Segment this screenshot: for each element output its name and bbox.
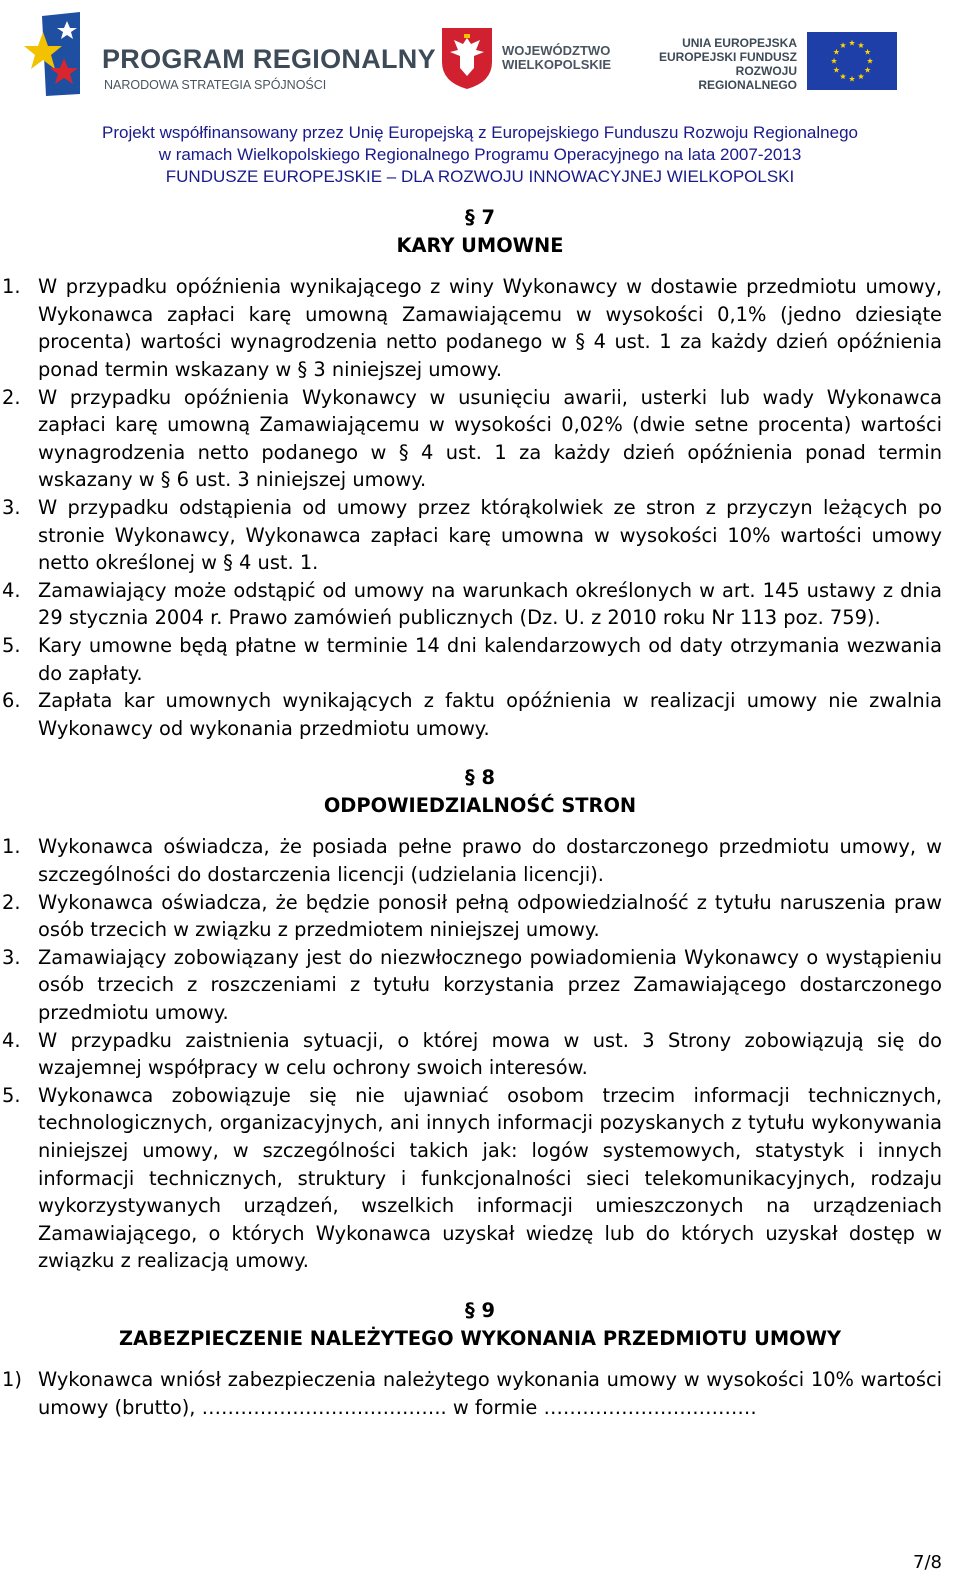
program-regionalny-logo	[24, 12, 436, 108]
item-text: W przypadku zaistnienia sytuacji, o której mowa w ust. 3 Strony zobowiązują się do wzajemnej współpracy w celu ochrony swoich interesów.	[38, 1028, 942, 1080]
item-text: Wykonawca zobowiązuje się nie ujawniać osobom trzecim informacji technicznych, technologicznych, organizacyjnych, ani innych informacji pozyskanych z tytułu wykonywania niniejszej umowy, w szczególności takich jak: logów systemowych, statystyk i innych informacji technicznych, struktury i funkcjonalności sieci telekomunikacyjnych, rodzaju wykorzystywanych urządzeń, wszelkich informacji umieszczonych na urządzeniach Zamawiającego, o których Wykonawca uzyskał wiedzę lub do których uzyskał dostęp w związku z realizacją umowy.	[38, 1083, 942, 1273]
item-number: 3.	[2, 495, 21, 519]
item-number: 1)	[2, 1368, 22, 1392]
section-number: § 8	[465, 766, 495, 790]
list-item	[0, 494, 960, 577]
document-body	[0, 204, 960, 1421]
item-text: Wykonawca oświadcza, że będzie ponosił pełną odpowiedzialność z tytułu naruszenia praw osób trzecich w związku z przedmiotem niniejszej umowy.	[38, 890, 942, 942]
item-number: 5.	[2, 633, 21, 657]
eu-line-3: ROZWOJU REGIONALNEGO	[698, 64, 797, 92]
program-subtitle: NARODOWA STRATEGIA SPÓJNOŚCI	[104, 78, 327, 92]
item-text: W przypadku opóźnienia Wykonawcy w usunięciu awarii, usterki lub wady Wykonawca zapłaci karę umowną Zamawiającemu w wysokości 0,02% (dwie setne procenta) wartości wynagrodzenia netto podanego w § 4 ust. 1 za każdy dzień opóźnienia ponad termin wskazany w § 6 ust. 3 niniejszej umowy.	[38, 385, 942, 492]
list-item	[0, 889, 960, 944]
section-heading-9	[0, 1297, 960, 1352]
eagle-crest-icon	[440, 26, 494, 90]
eu-line-1: UNIA EUROPEJSKA	[682, 36, 797, 50]
item-text: W przypadku opóźnienia wynikającego z winy Wykonawcy w dostawie przedmiotu umowy, Wykonawca zapłaci karę umowną Zamawiającemu w wysokości 0,1% (jedno dziesiąte procenta) wartości wynagrodzenia netto podanego w § 4 ust. 1 za każdy dzień opóźnienia ponad termin wskazany w § 3 niniejszej umowy.	[38, 275, 942, 381]
list-item	[0, 273, 960, 383]
item-number: 4.	[2, 578, 21, 602]
list-item	[0, 384, 960, 494]
item-number: 1.	[2, 835, 21, 859]
item-number: 2.	[2, 890, 21, 914]
item-number: 5.	[2, 1083, 21, 1107]
eu-logo	[645, 32, 905, 94]
region-line-2: WIELKOPOLSKIE	[502, 57, 612, 72]
item-number: 4.	[2, 1028, 21, 1052]
item-number: 6.	[2, 689, 21, 713]
item-text: W przypadku odstąpienia od umowy przez którąkolwiek ze stron z przyczyn leżących po stronie Wykonawcy, Wykonawca zapłaci karę umowna w wysokości 10% wartości umowy netto określonej w § 4 ust. 1.	[38, 495, 942, 575]
program-star-icon	[24, 12, 84, 98]
section-heading-7	[0, 204, 960, 259]
page-number: 7/8	[913, 1552, 942, 1573]
list-item	[0, 1027, 960, 1082]
list-item	[0, 833, 960, 888]
item-text: Zamawiający zobowiązany jest do niezwłocznego powiadomienia Wykonawcy o wystąpieniu osób trzecich z roszczeniami z tytułu korzystania przez Zamawiającego dostarczonego przedmiotu umowy.	[38, 945, 942, 1025]
list-item	[0, 1366, 960, 1421]
item-text: Zapłata kar umownych wynikających z faktu opóźnienia w realizacji umowy nie zwalnia Wykonawcy od wykonania przedmiotu umowy.	[38, 689, 942, 740]
region-line-1: WOJEWÓDZTWO	[502, 43, 611, 58]
item-text: Kary umowne będą płatne w terminie 14 dni kalendarzowych od daty otrzymania wezwania do zapłaty.	[38, 633, 942, 685]
item-number: 3.	[2, 945, 21, 969]
project-funding-note	[0, 122, 960, 188]
page-header	[0, 0, 960, 190]
program-title: PROGRAM REGIONALNY	[102, 44, 436, 74]
project-line-1: Projekt współfinansowany przez Unię Europejską z Europejskiego Funduszu Rozwoju Regionalnego	[102, 123, 858, 142]
project-line-2: w ramach Wielkopolskiego Regionalnego Programu Operacyjnego na lata 2007-2013	[158, 145, 802, 164]
project-line-3: FUNDUSZE EUROPEJSKIE – DLA ROZWOJU INNOWACYJNEJ WIELKOPOLSKI	[165, 167, 795, 186]
item-text: Wykonawca wniósł zabezpieczenia należytego wykonania umowy w wysokości 10% wartości umowy (brutto), ……………………………….. w formie ……………………………	[38, 1368, 942, 1419]
section-title: ODPOWIEDZIALNOŚĆ STRON	[323, 793, 637, 817]
list-item	[0, 1082, 960, 1275]
eu-line-2: EUROPEJSKI FUNDUSZ	[658, 50, 797, 64]
item-number: 2.	[2, 385, 21, 409]
section-title: KARY UMOWNE	[396, 233, 564, 257]
section-number: § 9	[465, 1298, 495, 1322]
eu-fund-name	[645, 36, 797, 92]
list-item	[0, 944, 960, 1027]
section-heading-8	[0, 764, 960, 819]
section-number: § 7	[465, 206, 495, 229]
region-name	[502, 44, 611, 72]
item-text: Wykonawca oświadcza, że posiada pełne prawo do dostarczonego przedmiotu umowy, w szczególności do dostarczenia licencji (udzielania licencji).	[38, 835, 942, 887]
list-item	[0, 632, 960, 687]
eu-flag-icon	[807, 32, 897, 90]
list-item	[0, 687, 960, 742]
wielkopolska-logo	[440, 26, 610, 96]
list-item	[0, 577, 960, 632]
item-number: 1.	[2, 275, 21, 299]
item-text: Zamawiający może odstąpić od umowy na warunkach określonych w art. 145 ustawy z dnia 29 stycznia 2004 r. Prawo zamówień publicznych (Dz. U. z 2010 roku Nr 113 poz. 759).	[38, 578, 942, 630]
section-title: ZABEZPIECZENIE NALEŻYTEGO WYKONANIA PRZEDMIOTU UMOWY	[118, 1326, 842, 1350]
